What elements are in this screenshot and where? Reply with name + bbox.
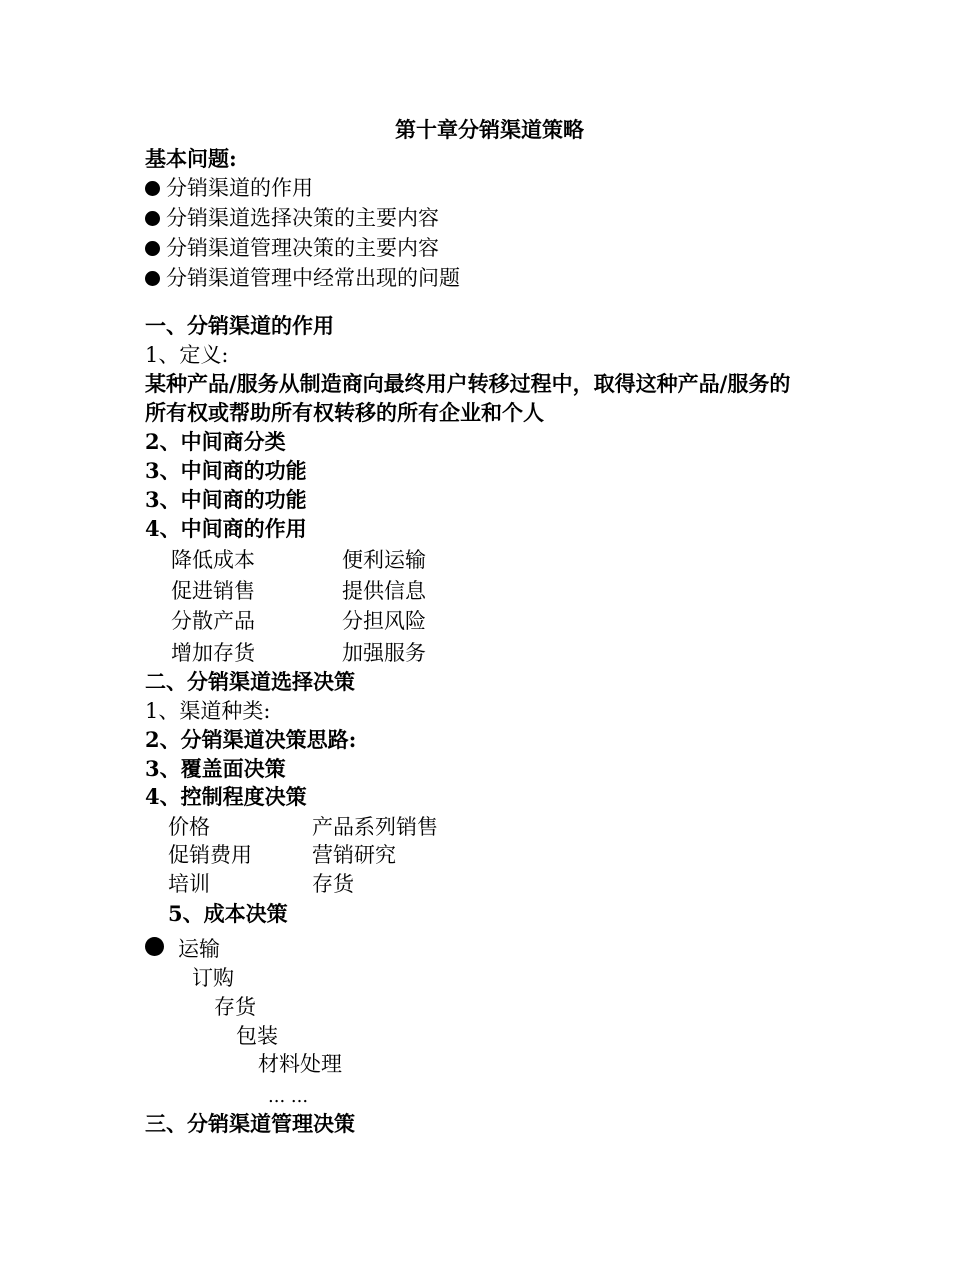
role-item: 增加存货 (171, 641, 255, 665)
basic-question-item: 分销渠道管理中经常出现的问题 (145, 265, 460, 291)
basic-questions-heading: 基本问题: (145, 146, 237, 171)
section1-item2: 2、中间商分类 (145, 429, 286, 454)
section2-item3: 3、覆盖面决策 (145, 756, 286, 781)
cost-item: 运输 (145, 936, 220, 962)
basic-question-item: 分销渠道管理决策的主要内容 (145, 235, 439, 261)
section2-item4: 4、控制程度决策 (145, 784, 307, 809)
section2-heading: 二、分销渠道选择决策 (145, 669, 355, 694)
role-item: 便利运输 (342, 548, 426, 572)
section1-item3-repeat: 3、中间商的功能 (145, 487, 307, 512)
definition-text-line2: 所有权或帮助所有权转移的所有企业和个人 (145, 400, 544, 425)
control-item: 产品系列销售 (312, 815, 438, 839)
role-item: 分散产品 (171, 609, 255, 633)
cost-item: 材料处理 (258, 1052, 342, 1076)
control-item: 存货 (312, 872, 354, 896)
control-item: 营销研究 (312, 843, 396, 867)
role-item: 分担风险 (342, 609, 426, 633)
role-item: 降低成本 (171, 548, 255, 572)
page-title: 第十章分销渠道策略 (395, 117, 584, 142)
bullet-icon (145, 241, 160, 256)
section1-item4: 4、中间商的作用 (145, 516, 307, 541)
role-item: 加强服务 (342, 641, 426, 665)
role-item: 提供信息 (342, 579, 426, 603)
section2-item5: 5、成本决策 (168, 901, 288, 926)
control-item: 促销费用 (168, 843, 252, 867)
cost-item: 订购 (192, 966, 234, 990)
section2-item1: 1、渠道种类: (145, 699, 271, 723)
control-item: 价格 (168, 815, 210, 839)
section1-item3: 3、中间商的功能 (145, 458, 307, 483)
bullet-icon (145, 211, 160, 226)
ellipsis-item: ... ... (268, 1086, 309, 1107)
definition-text-line1: 某种产品/服务从制造商向最终用户转移过程中，取得这种产品/服务的 (145, 371, 791, 396)
definition-label: 1、定义: (145, 343, 229, 367)
control-item: 培训 (168, 872, 210, 896)
section1-heading: 一、分销渠道的作用 (145, 313, 334, 338)
cost-item: 存货 (214, 995, 256, 1019)
bullet-icon (145, 271, 160, 286)
bullet-icon (145, 181, 160, 196)
basic-question-item: 分销渠道的作用 (145, 175, 313, 201)
section2-item2: 2、分销渠道决策思路: (145, 727, 357, 752)
basic-question-item: 分销渠道选择决策的主要内容 (145, 205, 439, 231)
section3-heading: 三、分销渠道管理决策 (145, 1111, 355, 1136)
bullet-icon (145, 937, 164, 956)
cost-item: 包装 (236, 1024, 278, 1048)
role-item: 促进销售 (171, 579, 255, 603)
